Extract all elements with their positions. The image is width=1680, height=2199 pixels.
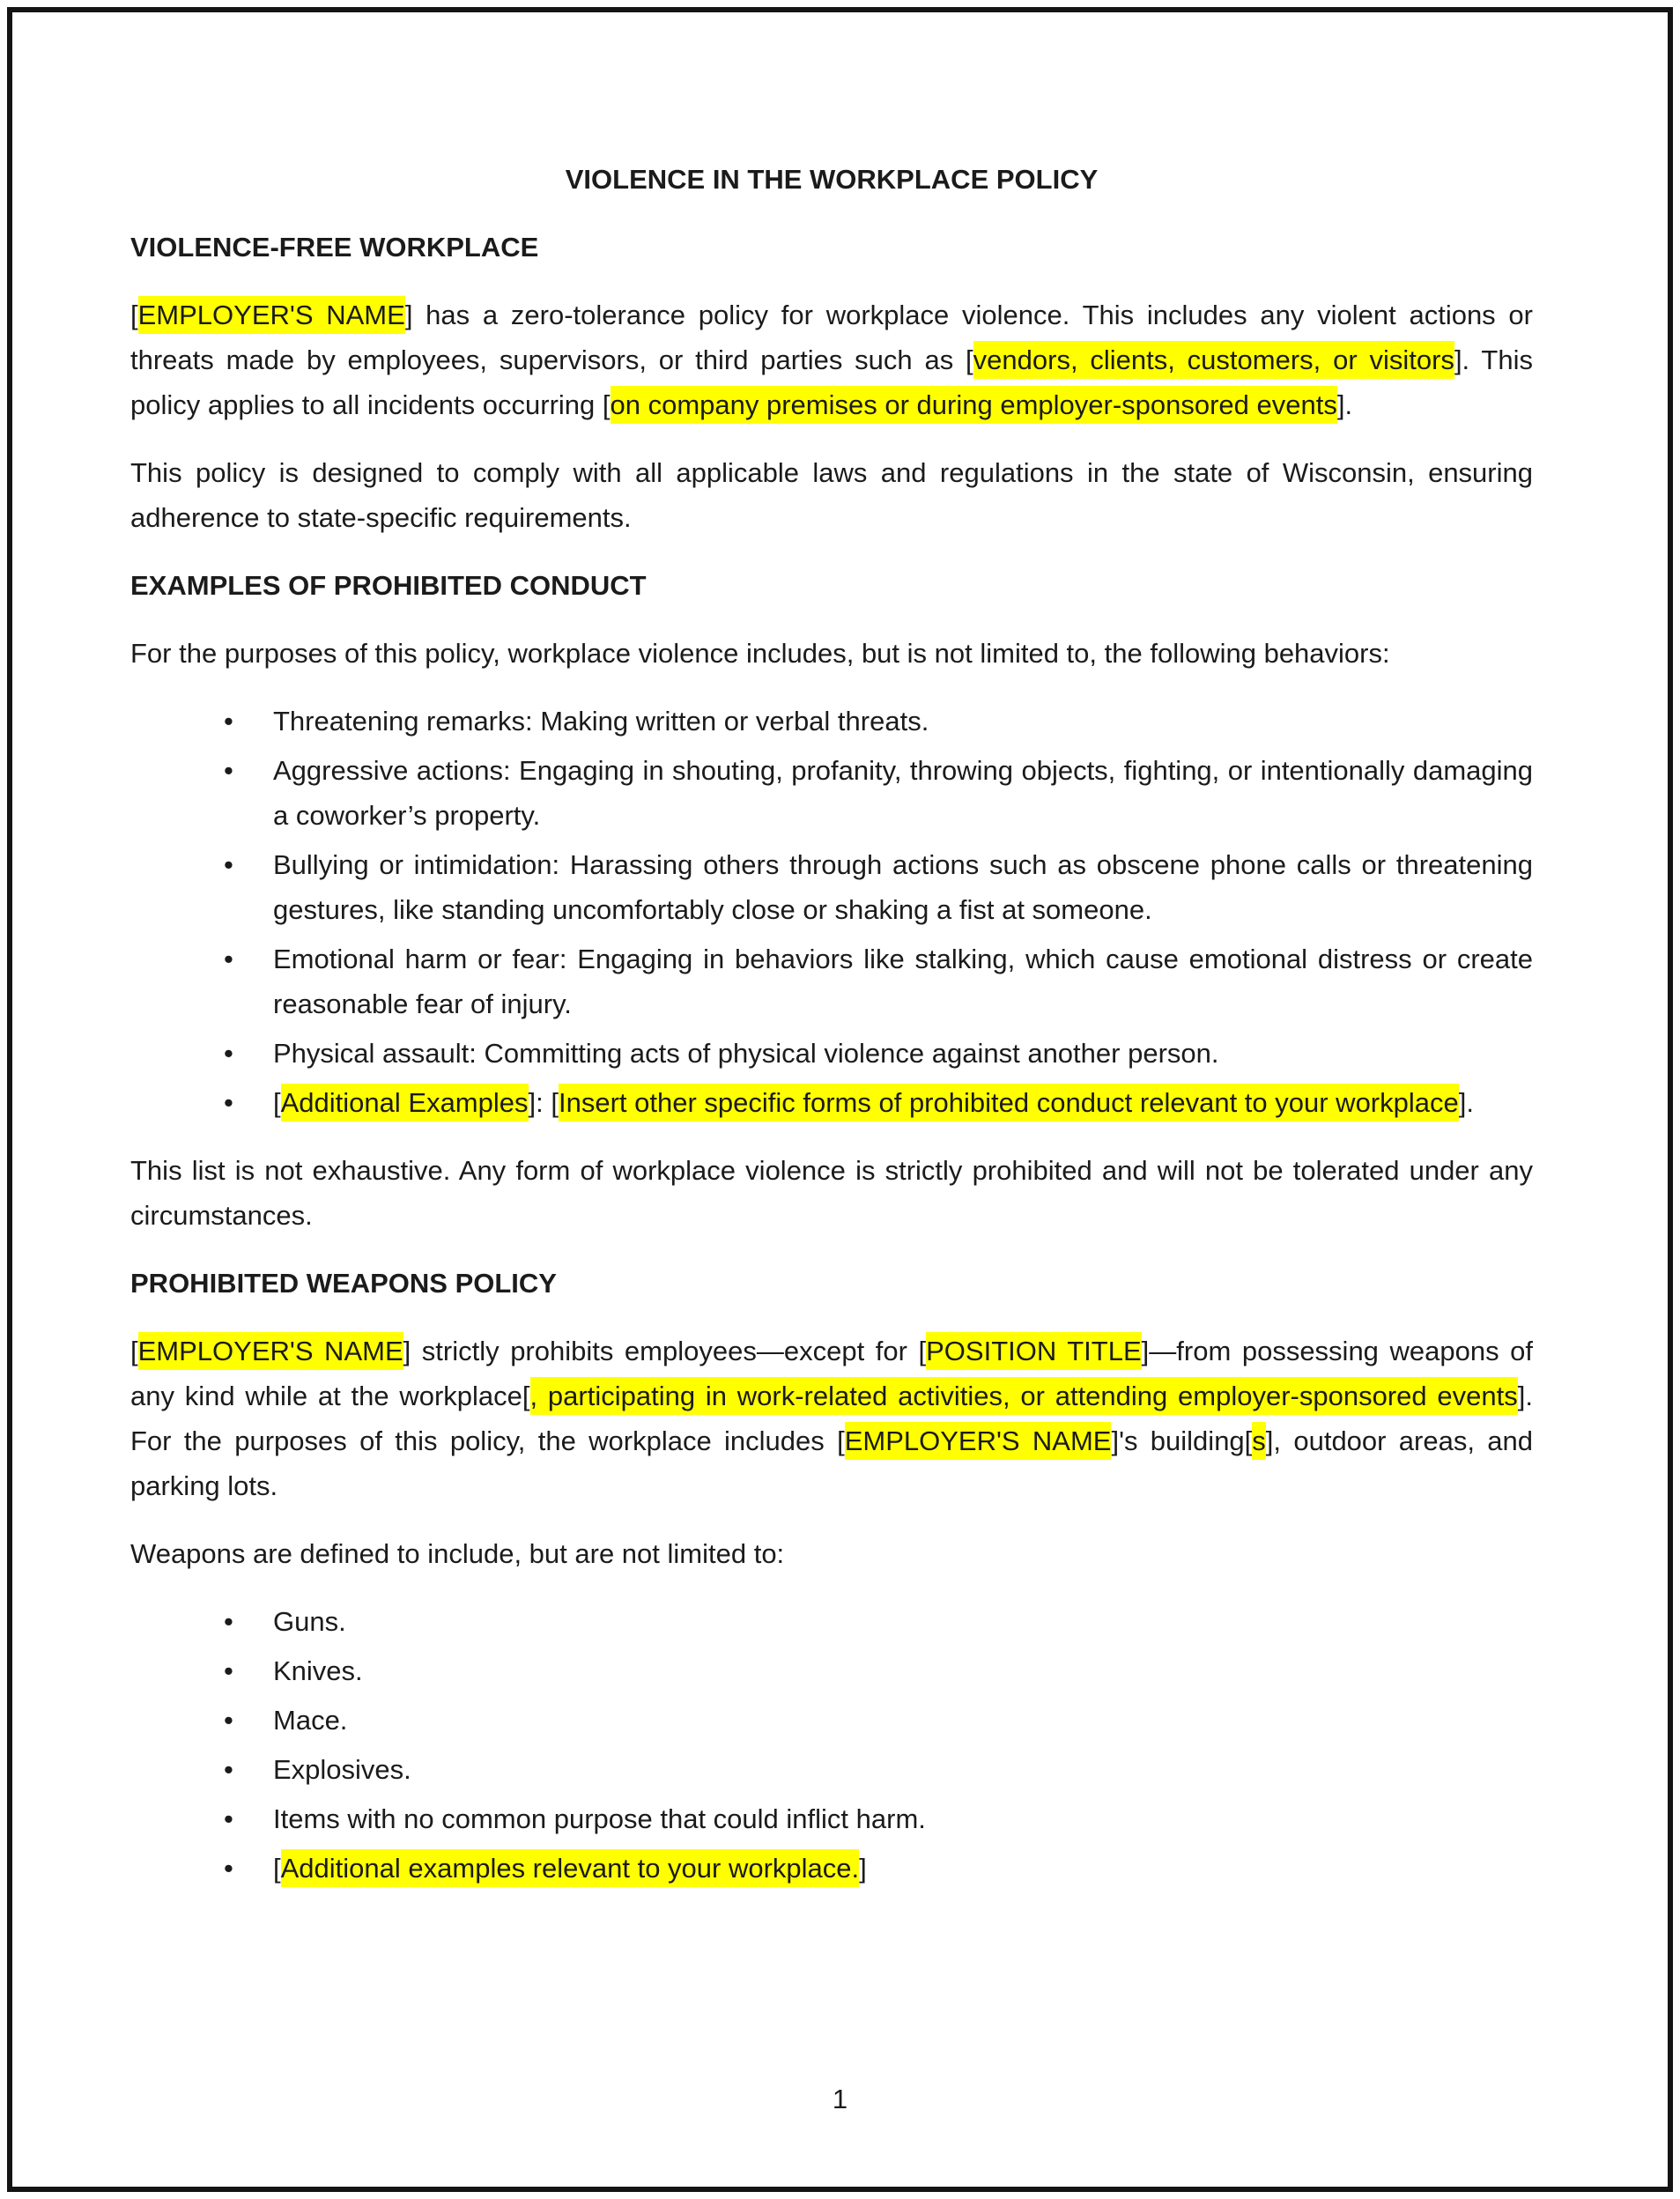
text-segment: ] strictly prohibits employees—except for [	[403, 1336, 927, 1366]
text-segment: Threatening remarks: Making written or verbal threats.	[273, 706, 929, 737]
text-segment: Mace.	[273, 1705, 348, 1736]
text-segment: ]. This policy applies to all incidents occurring [	[130, 344, 1533, 420]
highlighted-placeholder: vendors, clients, customers, or visitors	[973, 341, 1454, 379]
text-segment: This list is not exhaustive. Any form of workplace violence is strictly prohibited and will not be tolerated under any circumstances.	[130, 1155, 1533, 1231]
section-heading-prohibited-weapons-policy: PROHIBITED WEAPONS POLICY	[130, 1268, 557, 1299]
text-segment: ]. For the purposes of this policy, the workplace includes [	[130, 1381, 1533, 1456]
text-segment: Physical assault: Committing acts of physical violence against another person.	[273, 1038, 1219, 1069]
prohibited-conduct-list	[130, 699, 1533, 1125]
list-item-mace	[130, 1698, 1533, 1743]
highlighted-placeholder: EMPLOYER'S NAME	[845, 1422, 1112, 1460]
text-segment: This policy is designed to comply with all applicable laws and regulations in the state of Wisconsin, ensuring adherence to state-specific requirements.	[130, 457, 1533, 533]
text-segment: ].	[1336, 389, 1353, 420]
paragraph-weapons-prohibition	[130, 1329, 1533, 1508]
text-segment: ]	[859, 1853, 867, 1884]
text-segment: ].	[1458, 1087, 1474, 1118]
document-title: VIOLENCE IN THE WORKPLACE POLICY	[565, 164, 1099, 195]
document-content	[130, 157, 1533, 1914]
paragraph-weapons-definition-intro	[130, 1531, 1533, 1576]
highlighted-placeholder: s	[1252, 1422, 1266, 1460]
text-segment: For the purposes of this policy, workplace violence includes, but is not limited to, the following behaviors:	[130, 638, 1390, 669]
highlighted-placeholder: Additional Examples	[281, 1084, 529, 1122]
text-segment: ]: [	[528, 1087, 559, 1118]
text-segment: Knives.	[273, 1655, 363, 1686]
weapons-list	[130, 1599, 1533, 1891]
text-segment: Bullying or intimidation: Harassing others through actions such as obscene phone calls or threatening gestures, like standing uncomfortably close or shaking a fist at someone.	[273, 849, 1533, 925]
text-segment: Aggressive actions: Engaging in shouting, profanity, throwing objects, fighting, or intentionally damaging a coworker’s property.	[273, 755, 1533, 831]
highlighted-placeholder: EMPLOYER'S NAME	[138, 1332, 403, 1370]
list-item-additional-weapon-examples	[130, 1846, 1533, 1891]
list-item-harmful-items	[130, 1796, 1533, 1841]
list-item-aggressive-actions	[130, 748, 1533, 838]
paragraph-zero-tolerance	[130, 292, 1533, 427]
text-segment: [	[130, 1336, 138, 1366]
list-item-threatening-remarks	[130, 699, 1533, 744]
text-segment: [	[130, 300, 138, 330]
text-segment: [	[273, 1087, 281, 1118]
text-segment: [	[273, 1853, 281, 1884]
text-segment: ] has a zero-tolerance policy for workplace violence. This includes any violent actions or threats made by employees, supervisors, or third parties such as [	[130, 300, 1534, 375]
text-segment: Items with no common purpose that could inflict harm.	[273, 1803, 926, 1834]
list-item-knives	[130, 1648, 1533, 1693]
highlighted-placeholder: EMPLOYER'S NAME	[138, 296, 405, 334]
text-segment: Weapons are defined to include, but are not limited to:	[130, 1538, 785, 1569]
highlighted-placeholder: Insert other specific forms of prohibited conduct relevant to your workplace	[559, 1084, 1459, 1122]
text-segment: Emotional harm or fear: Engaging in behaviors like stalking, which cause emotional distress or create reasonable fear of injury.	[273, 944, 1533, 1019]
highlighted-placeholder: POSITION TITLE	[926, 1332, 1142, 1370]
list-item-physical-assault	[130, 1031, 1533, 1076]
text-segment: Guns.	[273, 1606, 346, 1637]
paragraph-state-compliance	[130, 450, 1533, 540]
list-item-explosives	[130, 1747, 1533, 1792]
paragraph-list-not-exhaustive	[130, 1148, 1533, 1238]
list-item-additional-examples	[130, 1080, 1533, 1125]
text-segment: ], outdoor areas, and parking lots.	[130, 1425, 1534, 1501]
paragraph-conduct-intro	[130, 631, 1533, 676]
list-item-emotional-harm	[130, 937, 1533, 1026]
page-number: 1	[832, 2084, 848, 2114]
list-item-bullying-intimidation	[130, 842, 1533, 932]
section-heading-examples-of-prohibited-conduct: EXAMPLES OF PROHIBITED CONDUCT	[130, 570, 647, 601]
highlighted-placeholder: on company premises or during employer-sponsored events	[611, 386, 1337, 424]
section-heading-violence-free-workplace: VIOLENCE-FREE WORKPLACE	[130, 232, 539, 263]
text-segment: Explosives.	[273, 1754, 411, 1785]
text-segment: ]'s building[	[1111, 1425, 1253, 1456]
highlighted-placeholder: , participating in work-related activities, or attending employer-sponsored events	[530, 1377, 1518, 1415]
text-segment: ]—from possessing weapons of any kind while at the workplace[	[130, 1336, 1533, 1411]
highlighted-placeholder: Additional examples relevant to your workplace.	[281, 1849, 860, 1887]
list-item-guns	[130, 1599, 1533, 1644]
